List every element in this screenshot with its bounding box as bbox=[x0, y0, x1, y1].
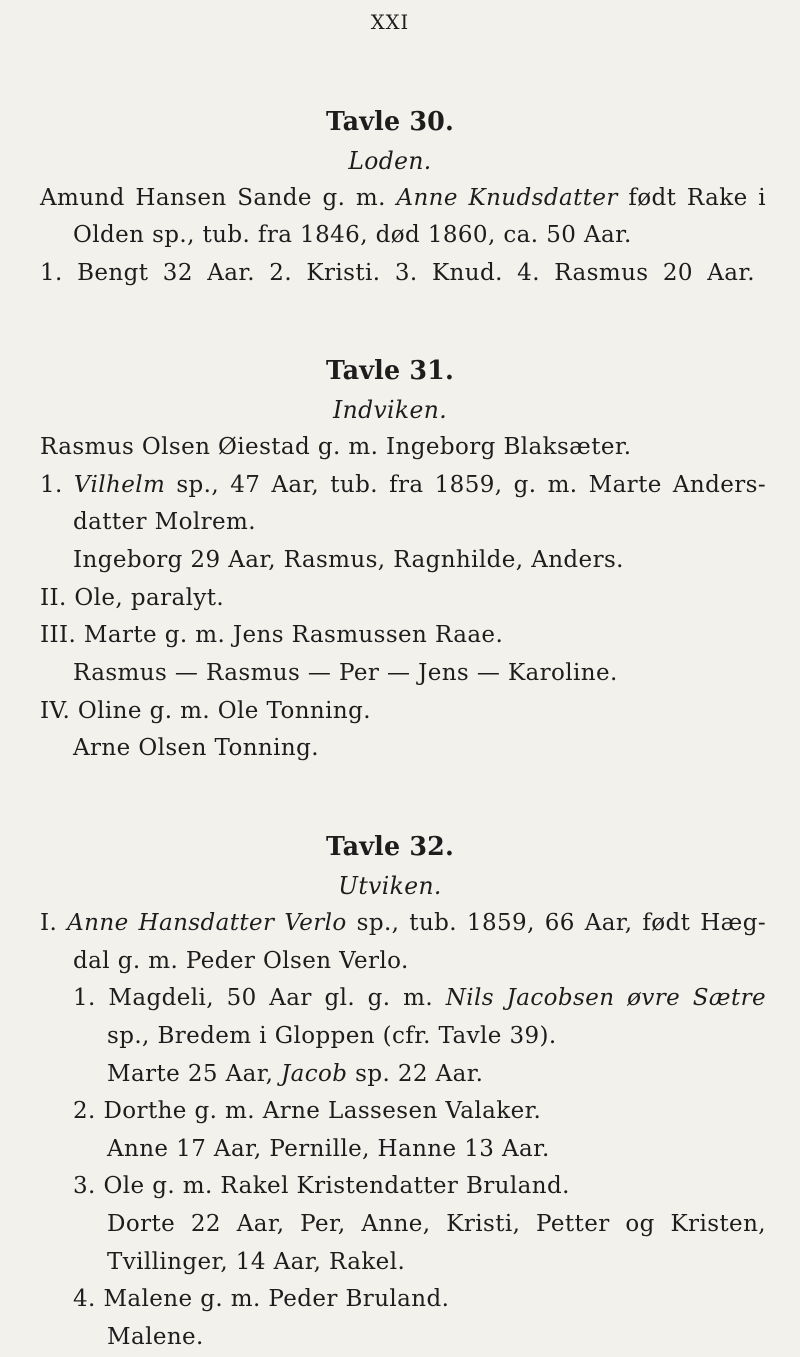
section-title: Tavle 32. bbox=[325, 832, 455, 862]
text-run: Marte 25 Aar, bbox=[107, 1061, 282, 1087]
italic-text: Anne Hansdatter Verlo bbox=[67, 910, 347, 936]
text-line bbox=[73, 508, 256, 536]
text-line bbox=[107, 1248, 405, 1276]
text-line bbox=[73, 1097, 541, 1125]
text-run: Malene. bbox=[107, 1324, 204, 1350]
text-run: sp., Bredem i Gloppen (cfr. Tavle 39). bbox=[107, 1023, 557, 1049]
text-line bbox=[73, 947, 409, 975]
text-run: sp., 47 Aar, tub. fra 1859, g. m. Marte Anders- bbox=[165, 472, 766, 498]
text-run: datter Molrem. bbox=[73, 509, 256, 535]
text-run: Amund Hansen Sande g. m. bbox=[40, 185, 397, 211]
text-line bbox=[40, 621, 503, 649]
section-subtitle: Loden. bbox=[348, 147, 432, 175]
italic-text: Nils Jacobsen øvre Sætre bbox=[445, 985, 766, 1011]
text-run: født Rake i bbox=[617, 185, 766, 211]
text-line bbox=[40, 433, 631, 461]
text-line bbox=[73, 546, 624, 574]
text-line bbox=[73, 984, 766, 1012]
section-subtitle: Utviken. bbox=[338, 872, 442, 900]
text-line bbox=[73, 1172, 570, 1200]
text-run: Rasmus Olsen Øiestad g. m. Ingeborg Blaksæter. bbox=[40, 434, 632, 460]
text-run: 2. Dorthe g. m. Arne Lassesen Valaker. bbox=[73, 1098, 542, 1124]
text-run: III. Marte g. m. Jens Rasmussen Raae. bbox=[40, 622, 504, 648]
text-line bbox=[40, 184, 766, 212]
section-title: Tavle 30. bbox=[325, 107, 455, 137]
text-run: sp. 22 Aar. bbox=[347, 1061, 484, 1087]
text-run: sp., tub. 1859, 66 Aar, født Hæg- bbox=[346, 910, 766, 936]
text-run: II. Ole, paralyt. bbox=[40, 585, 225, 611]
text-line bbox=[107, 1060, 483, 1088]
text-run: Anne 17 Aar, Pernille, Hanne 13 Aar. bbox=[107, 1136, 550, 1162]
text-line bbox=[73, 734, 319, 762]
text-run: Tvillinger, 14 Aar, Rakel. bbox=[107, 1249, 406, 1275]
text-run: IV. Oline g. m. Ole Tonning. bbox=[40, 698, 371, 724]
page-number: XXI bbox=[370, 10, 410, 34]
text-run: Olden sp., tub. fra 1846, død 1860, ca. 50 Aar. bbox=[73, 222, 632, 248]
text-line bbox=[107, 1323, 204, 1351]
text-run: dal g. m. Peder Olsen Verlo. bbox=[73, 948, 409, 974]
text-line bbox=[40, 584, 224, 612]
text-run: 1. bbox=[40, 472, 74, 498]
text-line bbox=[40, 909, 766, 937]
italic-text: Vilhelm bbox=[73, 472, 166, 498]
text-line bbox=[40, 259, 755, 287]
text-line bbox=[73, 1285, 449, 1313]
section-subtitle: Indviken. bbox=[332, 396, 448, 424]
text-line bbox=[40, 471, 766, 499]
text-line bbox=[40, 697, 371, 725]
text-run: Arne Olsen Tonning. bbox=[73, 735, 319, 761]
text-run: Rasmus — Rasmus — Per — Jens — Karoline. bbox=[73, 660, 618, 686]
italic-text: Jacob bbox=[281, 1061, 348, 1087]
text-line bbox=[73, 659, 618, 687]
text-line bbox=[107, 1022, 557, 1050]
section-title: Tavle 31. bbox=[325, 356, 455, 386]
text-line bbox=[107, 1210, 766, 1238]
italic-text: Anne Knudsdatter bbox=[396, 185, 618, 211]
text-run: 1. Bengt 32 Aar. 2. Kristi. 3. Knud. 4. Rasmus 20 Aar. bbox=[40, 260, 755, 286]
text-run: I. bbox=[40, 910, 68, 936]
text-run: 3. Ole g. m. Rakel Kristendatter Bruland. bbox=[73, 1173, 570, 1199]
text-run: Ingeborg 29 Aar, Rasmus, Ragnhilde, Anders. bbox=[73, 547, 624, 573]
text-line bbox=[107, 1135, 550, 1163]
text-line bbox=[73, 221, 632, 249]
text-run: 4. Malene g. m. Peder Bruland. bbox=[73, 1286, 450, 1312]
text-run: Dorte 22 Aar, Per, Anne, Kristi, Petter og Kristen, bbox=[107, 1211, 766, 1237]
text-run: 1. Magdeli, 50 Aar gl. g. m. bbox=[73, 985, 446, 1011]
